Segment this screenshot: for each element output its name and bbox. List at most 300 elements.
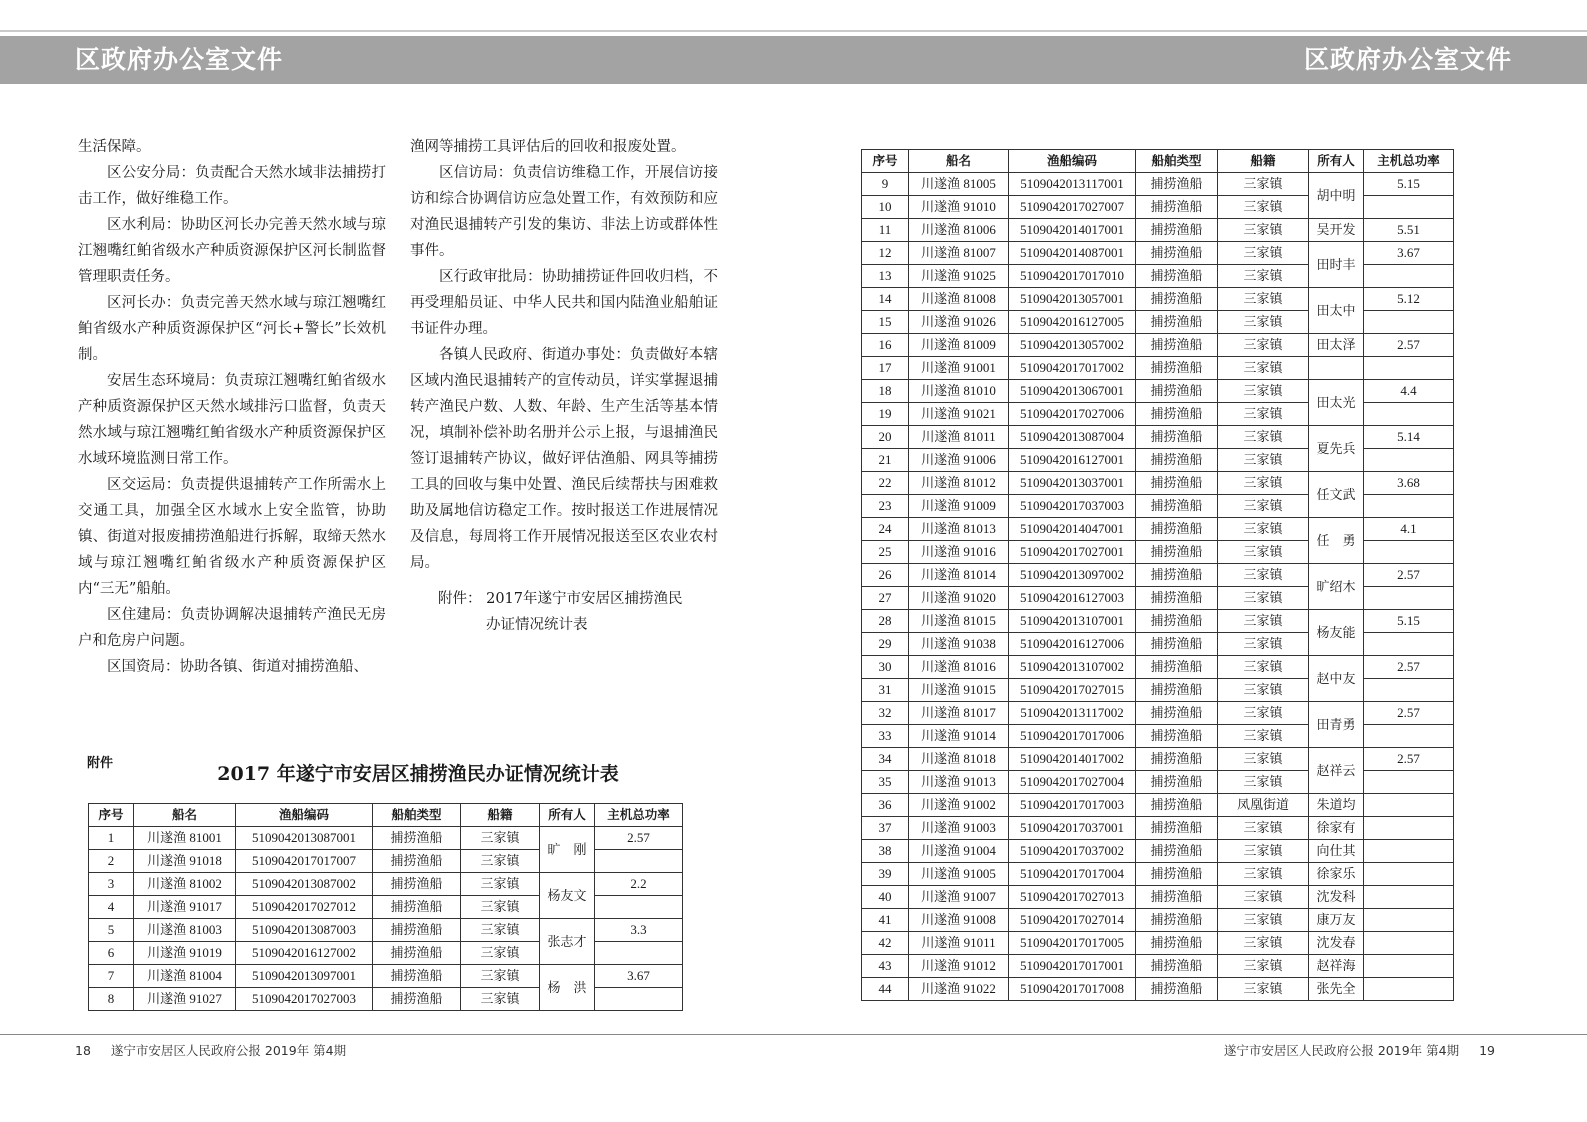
owner-cell: 徐家乐 (1309, 863, 1364, 886)
registry-cell: 三家镇 (1218, 817, 1309, 840)
ship-type-cell: 捕捞渔船 (373, 827, 461, 850)
seq-cell: 23 (862, 495, 909, 518)
owner-cell: 旷绍木 (1309, 564, 1364, 610)
ship-name-cell: 川遂渔 81009 (909, 334, 1009, 357)
paragraph: 区水利局：协助区河长办完善天然水域与琼江翘嘴红鲌省级水产种质资源保护区河长制监督管理职责任务。 (78, 217, 386, 285)
paragraph: 区河长办：负责完善天然水域与琼江翘嘴红鲌省级水产种质资源保护区“河长+警长”长效机制。 (78, 295, 386, 363)
ship-type-cell: 捕捞渔船 (1136, 633, 1218, 656)
table-row (89, 827, 683, 850)
ship-type-cell: 捕捞渔船 (1136, 886, 1218, 909)
ship-code-cell: 5109042017017010 (1009, 265, 1136, 288)
ship-name-cell: 川遂渔 91007 (909, 886, 1009, 909)
ship-code-cell: 5109042013067001 (1009, 380, 1136, 403)
ship-code-cell: 5109042017037003 (1009, 495, 1136, 518)
table-row (862, 955, 1454, 978)
ship-type-cell: 捕捞渔船 (1136, 771, 1218, 794)
ship-name-cell: 川遂渔 81012 (909, 472, 1009, 495)
registry-cell: 三家镇 (1218, 288, 1309, 311)
seq-cell: 27 (862, 587, 909, 610)
power-cell (595, 850, 683, 873)
table-row (862, 702, 1454, 725)
registry-cell: 三家镇 (1218, 541, 1309, 564)
paragraph: 生活保障。 (78, 139, 151, 155)
seq-cell: 13 (862, 265, 909, 288)
seq-cell: 16 (862, 334, 909, 357)
registry-cell: 三家镇 (1218, 564, 1309, 587)
ship-code-cell: 5109042017027006 (1009, 403, 1136, 426)
registry-cell: 三家镇 (1218, 426, 1309, 449)
table-header-row (89, 804, 683, 827)
paragraph: 渔网等捕捞工具评估后的回收和报废处置。 (410, 139, 686, 155)
ship-code-cell: 5109042017017006 (1009, 725, 1136, 748)
table-row (862, 564, 1454, 587)
seq-cell: 40 (862, 886, 909, 909)
ship-code-cell: 5109042017027004 (1009, 771, 1136, 794)
ship-name-cell: 川遂渔 81010 (909, 380, 1009, 403)
ship-code-cell: 5109042014047001 (1009, 518, 1136, 541)
registry-cell: 三家镇 (1218, 748, 1309, 771)
power-cell (1364, 449, 1454, 472)
ship-name-cell: 川遂渔 91009 (909, 495, 1009, 518)
ship-name-cell: 川遂渔 91016 (909, 541, 1009, 564)
ship-code-cell: 5109042017017008 (1009, 978, 1136, 1001)
top-rule (0, 30, 1587, 32)
column-header: 船名 (909, 150, 1009, 173)
registry-cell: 三家镇 (1218, 311, 1309, 334)
owner-cell: 杨 洪 (540, 965, 595, 1011)
registry-cell: 三家镇 (1218, 656, 1309, 679)
seq-cell: 2 (89, 850, 134, 873)
annex-note-line2: 办证情况统计表 (486, 617, 588, 633)
ship-name-cell: 川遂渔 81001 (134, 827, 236, 850)
power-cell (1364, 863, 1454, 886)
paragraph: 区住建局：负责协调解决退捕转产渔民无房户和危房户问题。 (78, 607, 386, 649)
registry-cell: 三家镇 (1218, 587, 1309, 610)
table-row (862, 679, 1454, 702)
table-row (862, 748, 1454, 771)
ship-code-cell: 5109042017027001 (1009, 541, 1136, 564)
ship-code-cell: 5109042017027007 (1009, 196, 1136, 219)
table-row (862, 587, 1454, 610)
registry-cell: 三家镇 (1218, 863, 1309, 886)
table-row (862, 518, 1454, 541)
table-row (862, 978, 1454, 1001)
table-row (862, 311, 1454, 334)
ship-name-cell: 川遂渔 81002 (134, 873, 236, 896)
registry-cell: 三家镇 (1218, 357, 1309, 380)
paragraph: 区公安分局：负责配合天然水域非法捕捞打击工作，做好维稳工作。 (78, 165, 386, 207)
power-cell (1364, 403, 1454, 426)
seq-cell: 20 (862, 426, 909, 449)
ship-code-cell: 5109042016127006 (1009, 633, 1136, 656)
table-row (862, 196, 1454, 219)
registry-cell: 三家镇 (461, 896, 540, 919)
ship-type-cell: 捕捞渔船 (1136, 541, 1218, 564)
registry-cell: 三家镇 (461, 942, 540, 965)
registry-cell: 三家镇 (1218, 679, 1309, 702)
ship-type-cell: 捕捞渔船 (1136, 679, 1218, 702)
ship-code-cell: 5109042017017004 (1009, 863, 1136, 886)
ship-code-cell: 5109042016127003 (1009, 587, 1136, 610)
ship-type-cell: 捕捞渔船 (1136, 748, 1218, 771)
header-band (0, 36, 1587, 84)
annex-note-line1: 附件： 2017年遂宁市安居区捕捞渔民 (438, 591, 683, 607)
seq-cell: 18 (862, 380, 909, 403)
power-cell (595, 896, 683, 919)
ship-type-cell: 捕捞渔船 (1136, 242, 1218, 265)
table-row (862, 863, 1454, 886)
ship-code-cell: 5109042017037002 (1009, 840, 1136, 863)
registry-cell: 三家镇 (1218, 449, 1309, 472)
registry-cell: 三家镇 (1218, 725, 1309, 748)
table-row (862, 334, 1454, 357)
column-header: 所有人 (1309, 150, 1364, 173)
ship-name-cell: 川遂渔 81018 (909, 748, 1009, 771)
table-row (862, 380, 1454, 403)
ship-name-cell: 川遂渔 91014 (909, 725, 1009, 748)
seq-cell: 22 (862, 472, 909, 495)
annex-note (410, 586, 718, 638)
paragraph: 各镇人民政府、街道办事处：负责做好本辖区域内渔民退捕转产的宣传动员，详实掌握退捕转产渔民户数、人数、年龄、生产生活等基本情况，填制补偿补助名册并公示上报，与退捕渔民签订退捕转产协议，做好评估渔船、网具等捕捞工具的回收与集中处置、渔民后续帮扶与困难救助及属地信访稳定工作。按时报送工作进展情况及信息，每周将工作开展情况报送至区农业农村局。 (410, 347, 718, 571)
column-header: 船舶类型 (373, 804, 461, 827)
registry-cell: 三家镇 (1218, 242, 1309, 265)
seq-cell: 36 (862, 794, 909, 817)
seq-cell: 11 (862, 219, 909, 242)
ship-name-cell: 川遂渔 91017 (134, 896, 236, 919)
ship-type-cell: 捕捞渔船 (373, 873, 461, 896)
footer-left (75, 1042, 346, 1060)
table-row (862, 219, 1454, 242)
owner-cell: 田太泽 (1309, 334, 1364, 357)
left-statistics-table (88, 803, 683, 1011)
seq-cell: 32 (862, 702, 909, 725)
paragraph: 区行政审批局：协助捕捞证件回收归档，不再受理船员证、中华人民共和国内陆渔业船舶证书证件办理。 (410, 269, 718, 337)
power-cell (1364, 495, 1454, 518)
ship-name-cell: 川遂渔 81007 (909, 242, 1009, 265)
seq-cell: 42 (862, 932, 909, 955)
ship-code-cell: 5109042013057002 (1009, 334, 1136, 357)
ship-code-cell: 5109042013117001 (1009, 173, 1136, 196)
power-cell: 3.67 (595, 965, 683, 988)
owner-cell: 任文武 (1309, 472, 1364, 518)
seq-cell: 38 (862, 840, 909, 863)
owner-cell: 赵祥云 (1309, 748, 1364, 794)
power-cell (1364, 587, 1454, 610)
registry-cell: 三家镇 (1218, 495, 1309, 518)
power-cell (1364, 679, 1454, 702)
ship-code-cell: 5109042017027003 (236, 988, 373, 1011)
power-cell: 3.3 (595, 919, 683, 942)
seq-cell: 35 (862, 771, 909, 794)
owner-cell (1309, 357, 1364, 380)
ship-type-cell: 捕捞渔船 (1136, 978, 1218, 1001)
ship-type-cell: 捕捞渔船 (1136, 587, 1218, 610)
ship-type-cell: 捕捞渔船 (1136, 426, 1218, 449)
power-cell (1364, 932, 1454, 955)
table-row (862, 840, 1454, 863)
owner-cell: 徐家有 (1309, 817, 1364, 840)
registry-cell: 三家镇 (1218, 932, 1309, 955)
text-column-2 (410, 134, 718, 638)
table-row (862, 495, 1454, 518)
ship-code-cell: 5109042013057001 (1009, 288, 1136, 311)
table-row (862, 886, 1454, 909)
ship-code-cell: 5109042013087004 (1009, 426, 1136, 449)
ship-name-cell: 川遂渔 91012 (909, 955, 1009, 978)
ship-type-cell: 捕捞渔船 (373, 988, 461, 1011)
seq-cell: 28 (862, 610, 909, 633)
ship-name-cell: 川遂渔 91001 (909, 357, 1009, 380)
seq-cell: 14 (862, 288, 909, 311)
seq-cell: 29 (862, 633, 909, 656)
right-statistics-table (861, 149, 1454, 1001)
ship-type-cell: 捕捞渔船 (1136, 817, 1218, 840)
power-cell: 5.51 (1364, 219, 1454, 242)
registry-cell: 三家镇 (1218, 518, 1309, 541)
power-cell: 2.57 (1364, 748, 1454, 771)
owner-cell: 田太中 (1309, 288, 1364, 334)
owner-cell: 夏先兵 (1309, 426, 1364, 472)
owner-cell: 田青勇 (1309, 702, 1364, 748)
ship-name-cell: 川遂渔 91002 (909, 794, 1009, 817)
paragraph: 区交运局：负责提供退捕转产工作所需水上交通工具，加强全区水域水上安全监管，协助镇、街道对报废捕捞渔船进行拆解，取缔天然水域与琼江翘嘴红鲌省级水产种质资源保护区内“三无”船舶。 (78, 477, 386, 597)
ship-name-cell: 川遂渔 81003 (134, 919, 236, 942)
column-header: 渔船编码 (1009, 150, 1136, 173)
owner-cell: 吴开发 (1309, 219, 1364, 242)
power-cell: 5.12 (1364, 288, 1454, 311)
footer-right (1224, 1042, 1495, 1060)
column-header: 船籍 (1218, 150, 1309, 173)
ship-type-cell: 捕捞渔船 (1136, 725, 1218, 748)
owner-cell: 赵祥海 (1309, 955, 1364, 978)
ship-name-cell: 川遂渔 91015 (909, 679, 1009, 702)
ship-code-cell: 5109042017027015 (1009, 679, 1136, 702)
ship-type-cell: 捕捞渔船 (1136, 173, 1218, 196)
ship-name-cell: 川遂渔 81008 (909, 288, 1009, 311)
ship-code-cell: 5109042017037001 (1009, 817, 1136, 840)
power-cell (1364, 978, 1454, 1001)
registry-cell: 三家镇 (1218, 702, 1309, 725)
power-cell: 2.57 (1364, 702, 1454, 725)
ship-code-cell: 5109042017027013 (1009, 886, 1136, 909)
ship-name-cell: 川遂渔 81015 (909, 610, 1009, 633)
seq-cell: 17 (862, 357, 909, 380)
ship-type-cell: 捕捞渔船 (373, 942, 461, 965)
seq-cell: 3 (89, 873, 134, 896)
column-header: 序号 (89, 804, 134, 827)
ship-type-cell: 捕捞渔船 (1136, 357, 1218, 380)
power-cell: 2.57 (1364, 334, 1454, 357)
ship-type-cell: 捕捞渔船 (1136, 334, 1218, 357)
ship-code-cell: 5109042013097001 (236, 965, 373, 988)
column-header: 船舶类型 (1136, 150, 1218, 173)
ship-type-cell: 捕捞渔船 (1136, 265, 1218, 288)
column-header: 主机总功率 (595, 804, 683, 827)
registry-cell: 三家镇 (1218, 633, 1309, 656)
power-cell (595, 942, 683, 965)
ship-code-cell: 5109042017027012 (236, 896, 373, 919)
ship-type-cell: 捕捞渔船 (1136, 495, 1218, 518)
power-cell: 2.57 (1364, 656, 1454, 679)
page-number: 18 (75, 1043, 91, 1058)
ship-type-cell: 捕捞渔船 (1136, 518, 1218, 541)
ship-name-cell: 川遂渔 81014 (909, 564, 1009, 587)
table-row (862, 265, 1454, 288)
ship-name-cell: 川遂渔 91020 (909, 587, 1009, 610)
ship-type-cell: 捕捞渔船 (1136, 196, 1218, 219)
owner-cell: 杨友文 (540, 873, 595, 919)
registry-cell: 三家镇 (461, 850, 540, 873)
seq-cell: 24 (862, 518, 909, 541)
registry-cell: 三家镇 (1218, 610, 1309, 633)
table-row (862, 426, 1454, 449)
ship-type-cell: 捕捞渔船 (1136, 702, 1218, 725)
ship-code-cell: 5109042013107001 (1009, 610, 1136, 633)
owner-cell: 沈发科 (1309, 886, 1364, 909)
seq-cell: 6 (89, 942, 134, 965)
owner-cell: 向仕其 (1309, 840, 1364, 863)
registry-cell: 三家镇 (1218, 886, 1309, 909)
registry-cell: 三家镇 (461, 988, 540, 1011)
table-header-row (862, 150, 1454, 173)
seq-cell: 43 (862, 955, 909, 978)
ship-type-cell: 捕捞渔船 (1136, 219, 1218, 242)
registry-cell: 三家镇 (461, 873, 540, 896)
ship-type-cell: 捕捞渔船 (373, 965, 461, 988)
ship-code-cell: 5109042017017005 (1009, 932, 1136, 955)
table-row (862, 288, 1454, 311)
seq-cell: 25 (862, 541, 909, 564)
ship-type-cell: 捕捞渔船 (1136, 656, 1218, 679)
table-row (862, 357, 1454, 380)
ship-type-cell: 捕捞渔船 (1136, 449, 1218, 472)
power-cell (1364, 771, 1454, 794)
ship-type-cell: 捕捞渔船 (1136, 955, 1218, 978)
power-cell: 5.14 (1364, 426, 1454, 449)
seq-cell: 33 (862, 725, 909, 748)
seq-cell: 5 (89, 919, 134, 942)
table-row (862, 242, 1454, 265)
power-cell (1364, 311, 1454, 334)
power-cell (1364, 357, 1454, 380)
power-cell: 4.4 (1364, 380, 1454, 403)
ship-code-cell: 5109042017017007 (236, 850, 373, 873)
seq-cell: 19 (862, 403, 909, 426)
registry-cell: 三家镇 (1218, 909, 1309, 932)
table-row (862, 403, 1454, 426)
table-row (862, 610, 1454, 633)
power-cell (1364, 633, 1454, 656)
owner-cell: 胡中明 (1309, 173, 1364, 219)
ship-type-cell: 捕捞渔船 (1136, 380, 1218, 403)
ship-name-cell: 川遂渔 91008 (909, 909, 1009, 932)
ship-code-cell: 5109042013107002 (1009, 656, 1136, 679)
table-row (862, 472, 1454, 495)
ship-code-cell: 5109042017017002 (1009, 357, 1136, 380)
table-row (89, 919, 683, 942)
table-row (862, 541, 1454, 564)
table-row (89, 965, 683, 988)
power-cell (1364, 909, 1454, 932)
registry-cell: 三家镇 (1218, 472, 1309, 495)
ship-name-cell: 川遂渔 91006 (909, 449, 1009, 472)
ship-type-cell: 捕捞渔船 (373, 896, 461, 919)
ship-type-cell: 捕捞渔船 (1136, 909, 1218, 932)
ship-name-cell: 川遂渔 91027 (134, 988, 236, 1011)
ship-name-cell: 川遂渔 91005 (909, 863, 1009, 886)
ship-name-cell: 川遂渔 81016 (909, 656, 1009, 679)
table-title: 2017 年遂宁市安居区捕捞渔民办证情况统计表 (217, 763, 619, 785)
power-cell (1364, 840, 1454, 863)
seq-cell: 30 (862, 656, 909, 679)
ship-type-cell: 捕捞渔船 (1136, 403, 1218, 426)
ship-name-cell: 川遂渔 81005 (909, 173, 1009, 196)
table-row (862, 909, 1454, 932)
ship-code-cell: 5109042013087002 (236, 873, 373, 896)
ship-code-cell: 5109042013037001 (1009, 472, 1136, 495)
seq-cell: 15 (862, 311, 909, 334)
table-row (862, 633, 1454, 656)
ship-code-cell: 5109042014017002 (1009, 748, 1136, 771)
owner-cell: 朱道均 (1309, 794, 1364, 817)
power-cell (1364, 196, 1454, 219)
journal-name: 遂宁市安居区人民政府公报 2019年 第4期 (110, 1043, 347, 1058)
seq-cell: 31 (862, 679, 909, 702)
table-row (862, 794, 1454, 817)
owner-cell: 田时丰 (1309, 242, 1364, 288)
column-header: 序号 (862, 150, 909, 173)
owner-cell: 任 勇 (1309, 518, 1364, 564)
registry-cell: 三家镇 (1218, 978, 1309, 1001)
ship-name-cell: 川遂渔 91022 (909, 978, 1009, 1001)
registry-cell: 三家镇 (1218, 334, 1309, 357)
ship-type-cell: 捕捞渔船 (1136, 564, 1218, 587)
ship-name-cell: 川遂渔 91019 (134, 942, 236, 965)
ship-name-cell: 川遂渔 81013 (909, 518, 1009, 541)
ship-type-cell: 捕捞渔船 (1136, 288, 1218, 311)
registry-cell: 三家镇 (1218, 403, 1309, 426)
ship-code-cell: 5109042016127005 (1009, 311, 1136, 334)
table-row (862, 932, 1454, 955)
power-cell (1364, 265, 1454, 288)
header-title-left: 区政府办公室文件 (75, 45, 284, 74)
seq-cell: 21 (862, 449, 909, 472)
registry-cell: 三家镇 (1218, 219, 1309, 242)
registry-cell: 三家镇 (1218, 196, 1309, 219)
ship-code-cell: 5109042017027014 (1009, 909, 1136, 932)
ship-type-cell: 捕捞渔船 (373, 919, 461, 942)
power-cell (1364, 817, 1454, 840)
power-cell: 5.15 (1364, 610, 1454, 633)
seq-cell: 37 (862, 817, 909, 840)
registry-cell: 三家镇 (1218, 380, 1309, 403)
paragraph: 区信访局：负责信访维稳工作，开展信访接访和综合协调信访应急处置工作，有效预防和应对渔民退捕转产引发的集访、非法上访或群体性事件。 (410, 165, 718, 259)
power-cell: 2.57 (1364, 564, 1454, 587)
ship-name-cell: 川遂渔 81004 (134, 965, 236, 988)
ship-name-cell: 川遂渔 81017 (909, 702, 1009, 725)
ship-code-cell: 5109042013117002 (1009, 702, 1136, 725)
power-cell (1364, 725, 1454, 748)
ship-name-cell: 川遂渔 91038 (909, 633, 1009, 656)
power-cell: 5.15 (1364, 173, 1454, 196)
registry-cell: 三家镇 (1218, 265, 1309, 288)
power-cell: 2.2 (595, 873, 683, 896)
journal-name: 遂宁市安居区人民政府公报 2019年 第4期 (1223, 1043, 1460, 1058)
owner-cell: 旷 刚 (540, 827, 595, 873)
ship-name-cell: 川遂渔 81006 (909, 219, 1009, 242)
ship-name-cell: 川遂渔 91004 (909, 840, 1009, 863)
page-number: 19 (1479, 1043, 1495, 1058)
